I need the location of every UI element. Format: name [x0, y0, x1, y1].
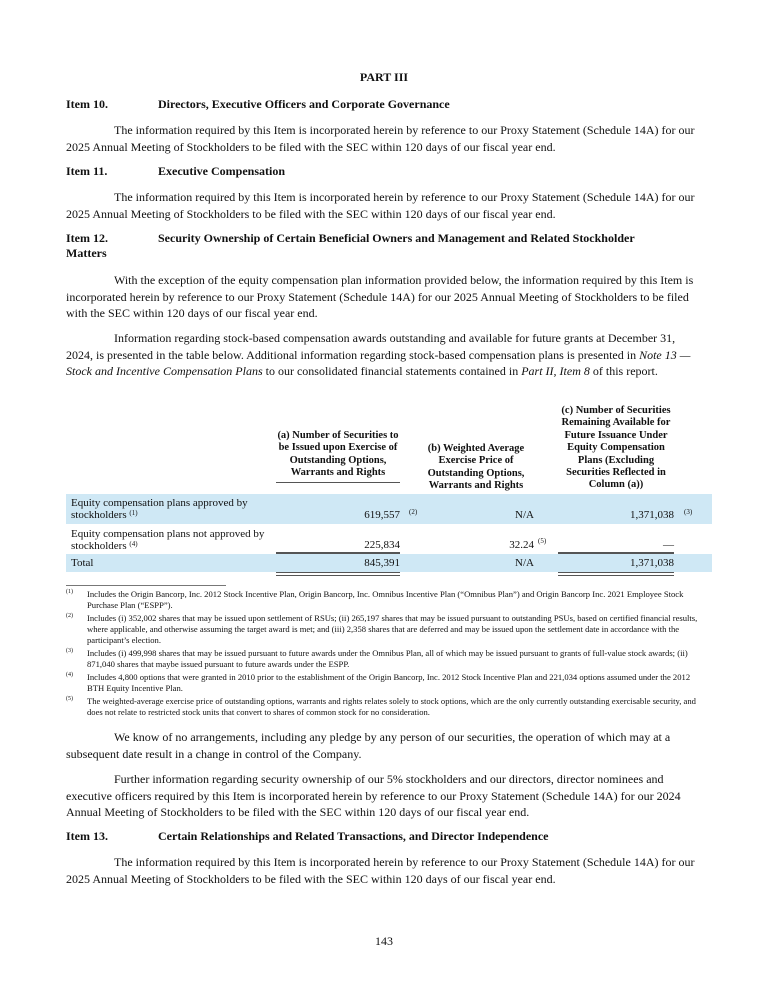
footnote-ref: (1) — [129, 509, 138, 517]
total-double-rule — [558, 572, 674, 576]
footnote-ref: (4) — [129, 540, 138, 548]
item-12-paragraph-2: Information regarding stock-based compensation awards outstanding and available for future grants at December 31, 2024, is presented in the table below. Additional information regarding stock-based compensation plans is presented in Note 13 — Stock and Incentive Compensation Plans to our consolidated financial statements contained in Part II, Item 8 of this report. — [66, 331, 691, 378]
part-title: PART III — [359, 70, 409, 84]
footnote: (2) Includes (i) 352,002 shares that may be issued upon settlement of RSUs; (ii) 265,197 shares that may be issued pursuant to outstanding PSUs, based on certified financial results, where applicable, and otherwise assuming the target award is met; and (iii) 2,358 shares that are deferred and may be issued upon the settlement date in accordance with the participant’s election. — [66, 613, 698, 646]
row-label: Equity compensation plans not approved by stockholders $^{(4)}$ — [71, 528, 265, 552]
cell-a: 619,557 — [364, 509, 400, 521]
cell-c: 1,371,038 — [630, 509, 674, 521]
item-title: Executive Compensation — [158, 164, 285, 178]
footnote-ref: (3) — [684, 508, 693, 516]
column-header-c: (c) Number of Securities Remaining Available for Future Issuance Under Equity Compensation Plans (Excluding Securities Reflected in Column (a)) — [558, 405, 674, 495]
cell-b: N/A — [515, 509, 534, 521]
table-row — [66, 525, 712, 553]
footnote-marker: (5) — [66, 696, 73, 702]
item-title: Security Ownership of Certain Beneficial Owners and Management and Related Stockholder — [158, 231, 635, 245]
item-11-heading — [66, 164, 702, 179]
page-number: 143 — [375, 934, 393, 948]
footnote: (4) Includes 4,800 options that were granted in 2010 prior to the establishment of the Origin Bancorp, Inc. 2012 Stock Incentive Plan and 221,034 options assumed under the 2012 BTH Equity Incentive Plan. — [66, 672, 691, 694]
row-label: Total — [71, 557, 94, 569]
footnote-marker: (3) — [66, 648, 73, 654]
item-10-paragraph: The information required by this Item is incorporated herein by reference to our Proxy Statement (Schedule 14A) for our 2025 Annual Meeting of Stockholders to be filed with the SEC within 120 days of our fiscal year end. — [66, 123, 695, 154]
footnote-ref: (2) — [409, 508, 418, 516]
footnote-marker: (4) — [66, 672, 73, 678]
table-row-total — [66, 554, 712, 572]
total-double-rule — [276, 572, 400, 576]
item-title: Certain Relationships and Related Transactions, and Director Independence — [158, 829, 549, 843]
item-number: Item 13. — [66, 829, 108, 843]
item-number: Item 12. — [66, 231, 108, 245]
item-11-paragraph: The information required by this Item is incorporated herein by reference to our Proxy Statement (Schedule 14A) for our 2025 Annual Meeting of Stockholders to be filed with the SEC within 120 days of our fiscal year end. — [66, 190, 695, 221]
cell-b: N/A — [515, 557, 534, 569]
item-title: Directors, Executive Officers and Corporate Governance — [158, 97, 450, 111]
column-header-a: (a) Number of Securities to be Issued upon Exercise of Outstanding Options, Warrants and Rights — [276, 430, 400, 483]
footnote-marker: (1) — [66, 589, 73, 595]
row-label: Equity compensation plans approved by stockholders $^{(1)}$ — [71, 497, 248, 521]
footnote-marker: (2) — [66, 613, 73, 619]
column-header-b: (b) Weighted Average Exercise Price of Outstanding Options, Warrants and Rights — [419, 443, 533, 496]
cell-c: 1,371,038 — [630, 557, 674, 569]
cell-c: — — [663, 539, 674, 551]
item-12-paragraph-1: With the exception of the equity compensation plan information provided below, the information required by this Item is incorporated herein by reference to our Proxy Statement (Schedule 14A) for our 2025 Annual Meeting of Stockholders to be filed with the SEC within 120 days of our fiscal year end. — [66, 273, 694, 320]
footnote: (1) Includes the Origin Bancorp, Inc. 2012 Stock Incentive Plan, Origin Bancorp, Inc. Omnibus Incentive Plan (“Omnibus Plan”) and Origin Bancorp Inc. 2021 Employee Stock Purchase Plan (“ESPP”). — [66, 589, 684, 611]
footnote-ref: (5) — [538, 537, 547, 545]
note-reference: Note 13 — Stock and Incentive Compensation Plans — [66, 347, 691, 378]
item-12-paragraph-4: Further information regarding security ownership of our 5% stockholders and our directors, director nominees and executive officers required by this Item is incorporated herein by reference to our Proxy Statement (Schedule 14A) for our 2024 Annual Meeting of Stockholders to be filed with the SEC within 120 days of our fiscal year end. — [66, 772, 681, 819]
item-number: Item 11. — [66, 164, 108, 178]
item-number: Item 10. — [66, 97, 108, 111]
item-12-paragraph-3: We know of no arrangements, including any pledge by any person of our securities, the operation of which may at a subsequent date result in a change in control of the Company. — [66, 730, 671, 761]
footnote: (3) Includes (i) 499,998 shares that may be issued pursuant to future awards under the Omnibus Plan, all of which may be issued pursuant to grants of full-value stock awards; (ii) 871,040 shares that maybe issued pursuant to future awards under the ESPP. — [66, 648, 688, 670]
cell-b: 32.24 — [509, 539, 534, 551]
cell-a: 225,834 — [364, 539, 400, 551]
part-reference: Part II, Item 8 — [521, 364, 590, 378]
item-13-heading — [66, 829, 702, 844]
cell-a: 845,391 — [364, 557, 400, 569]
table-row — [66, 494, 712, 524]
item-10-heading — [66, 97, 702, 112]
footnote-separator — [66, 585, 226, 586]
item-title-continued: Matters — [66, 246, 107, 260]
footnote: (5) The weighted-average exercise price of outstanding options, warrants and rights relates solely to stock options, which are the only currently outstanding exercisable security, and does not relate to restricted stock units that convert to shares of common stock for no consideration. — [66, 696, 696, 718]
item-12-heading — [66, 231, 702, 261]
item-13-paragraph: The information required by this Item is incorporated herein by reference to our Proxy Statement (Schedule 14A) for our 2025 Annual Meeting of Stockholders to be filed with the SEC within 120 days of our fiscal year end. — [66, 855, 695, 886]
